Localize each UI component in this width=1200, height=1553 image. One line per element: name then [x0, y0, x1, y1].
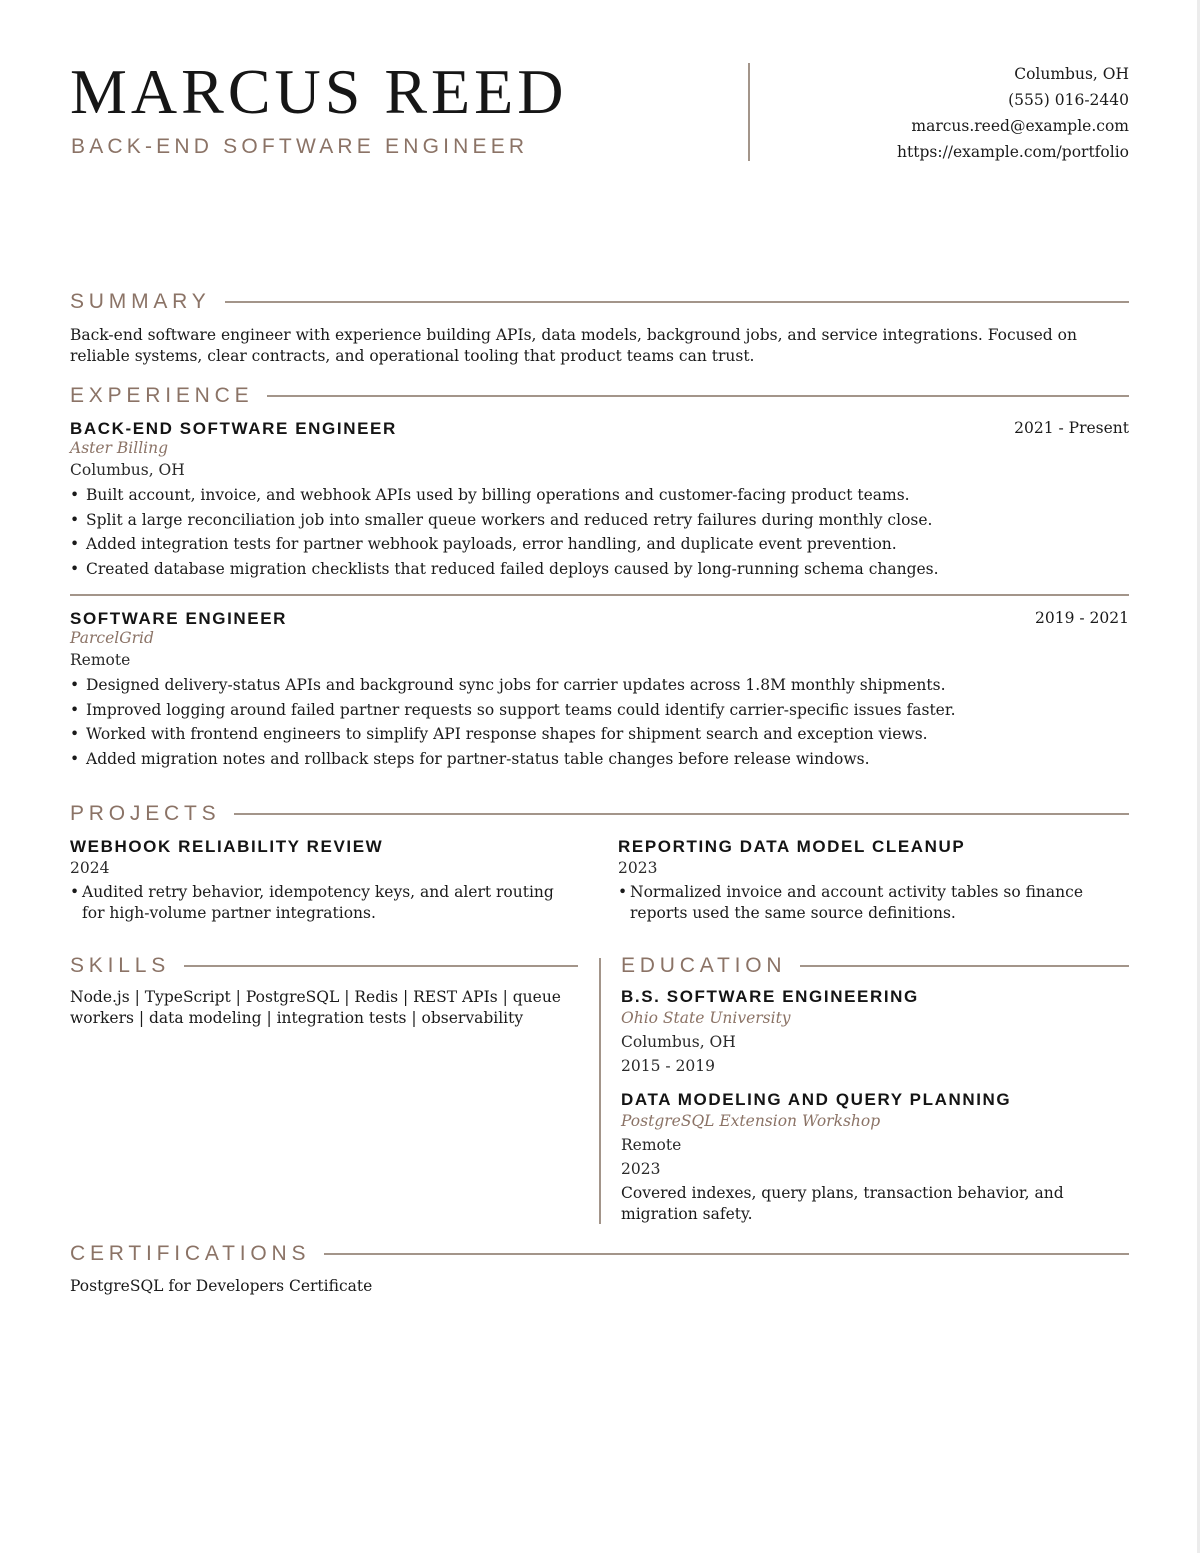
- contact-website[interactable]: https://example.com/portfolio: [897, 143, 1129, 161]
- list-item: • Created database migration checklists that reduced failed deploys caused by long-running schema changes.: [70, 557, 939, 582]
- section-title: PROJECTS: [70, 802, 221, 825]
- education-title: DATA MODELING AND QUERY PLANNING: [621, 1090, 1012, 1109]
- education-location: Remote: [621, 1136, 682, 1154]
- column-divider: [599, 958, 601, 1224]
- section-rule: [267, 395, 1129, 397]
- candidate-role: BACK-END SOFTWARE ENGINEER: [71, 135, 529, 158]
- job-company: Aster Billing: [70, 439, 169, 457]
- list-item: • Built account, invoice, and webhook APIs used by billing operations and customer-facing product teams.: [70, 483, 939, 508]
- job-divider: [70, 594, 1129, 596]
- certification-item: PostgreSQL for Developers Certificate: [70, 1277, 373, 1295]
- candidate-name: MARCUS REED: [70, 56, 568, 127]
- list-item: • Added integration tests for partner webhook payloads, error handling, and duplicate event prevention.: [70, 532, 939, 557]
- job-bullets: [70, 673, 956, 772]
- section-title: EDUCATION: [621, 954, 787, 977]
- list-item: • Improved logging around failed partner requests so support teams could identify carrier-specific issues faster.: [70, 698, 956, 723]
- project-year: 2024: [70, 859, 110, 877]
- experience-heading: [70, 384, 1129, 408]
- list-item: • Added migration notes and rollback steps for partner-status table changes before release windows.: [70, 747, 956, 772]
- education-dates: 2015 - 2019: [621, 1057, 715, 1075]
- job-location: Remote: [70, 651, 131, 669]
- section-rule: [184, 965, 578, 967]
- job-bullets: [70, 483, 939, 582]
- contact-block: [769, 61, 1129, 165]
- education-institution: PostgreSQL Extension Workshop: [621, 1112, 881, 1130]
- skills-heading: [70, 954, 578, 978]
- section-rule: [324, 1253, 1129, 1255]
- skills-text: Node.js | TypeScript | PostgreSQL | Redis | REST APIs | queue workers | data modeling | integration tests | observability: [70, 988, 561, 1027]
- list-item: • Designed delivery-status APIs and background sync jobs for carrier updates across 1.8M monthly shipments.: [70, 673, 956, 698]
- project-title: WEBHOOK RELIABILITY REVIEW: [70, 837, 384, 856]
- project-bullet: • Audited retry behavior, idempotency keys, and alert routing for high-volume partner integrations.: [70, 882, 580, 924]
- section-title: SUMMARY: [70, 290, 211, 313]
- section-rule: [234, 813, 1129, 815]
- job-dates: 2019 - 2021: [1035, 609, 1129, 627]
- education-heading: [621, 954, 1129, 978]
- section-title: CERTIFICATIONS: [70, 1242, 311, 1265]
- header-divider: [748, 63, 750, 161]
- job-company: ParcelGrid: [70, 629, 154, 647]
- summary-heading: [70, 290, 1129, 314]
- education-title: B.S. SOFTWARE ENGINEERING: [621, 987, 919, 1006]
- job-title: SOFTWARE ENGINEER: [70, 609, 288, 628]
- contact-email[interactable]: marcus.reed@example.com: [911, 117, 1129, 135]
- project-year: 2023: [618, 859, 658, 877]
- job-location: Columbus, OH: [70, 461, 185, 479]
- job-title: BACK-END SOFTWARE ENGINEER: [70, 419, 397, 438]
- projects-heading: [70, 802, 1129, 826]
- section-title: EXPERIENCE: [70, 384, 254, 407]
- contact-location: Columbus, OH: [1014, 65, 1129, 83]
- education-description: Covered indexes, query plans, transaction behavior, and migration safety.: [621, 1184, 1064, 1223]
- certifications-heading: [70, 1242, 1129, 1266]
- summary-text: Back-end software engineer with experience building APIs, data models, background jobs, and service integrations. Focused on reliable systems, clear contracts, and operational tooling that product teams can trust.: [70, 326, 1077, 365]
- job-dates: 2021 - Present: [1014, 419, 1129, 437]
- section-title: SKILLS: [70, 954, 171, 977]
- education-dates: 2023: [621, 1160, 661, 1178]
- education-institution: Ohio State University: [621, 1009, 791, 1027]
- section-rule: [225, 301, 1129, 303]
- section-rule: [800, 965, 1129, 967]
- project-bullet: • Normalized invoice and account activity tables so finance reports used the same source definitions.: [618, 882, 1129, 924]
- contact-phone: (555) 016-2440: [1008, 91, 1129, 109]
- list-item: • Worked with frontend engineers to simplify API response shapes for shipment search and exception views.: [70, 722, 956, 747]
- education-location: Columbus, OH: [621, 1033, 736, 1051]
- list-item: • Split a large reconciliation job into smaller queue workers and reduced retry failures during monthly close.: [70, 508, 939, 533]
- project-title: REPORTING DATA MODEL CLEANUP: [618, 837, 966, 856]
